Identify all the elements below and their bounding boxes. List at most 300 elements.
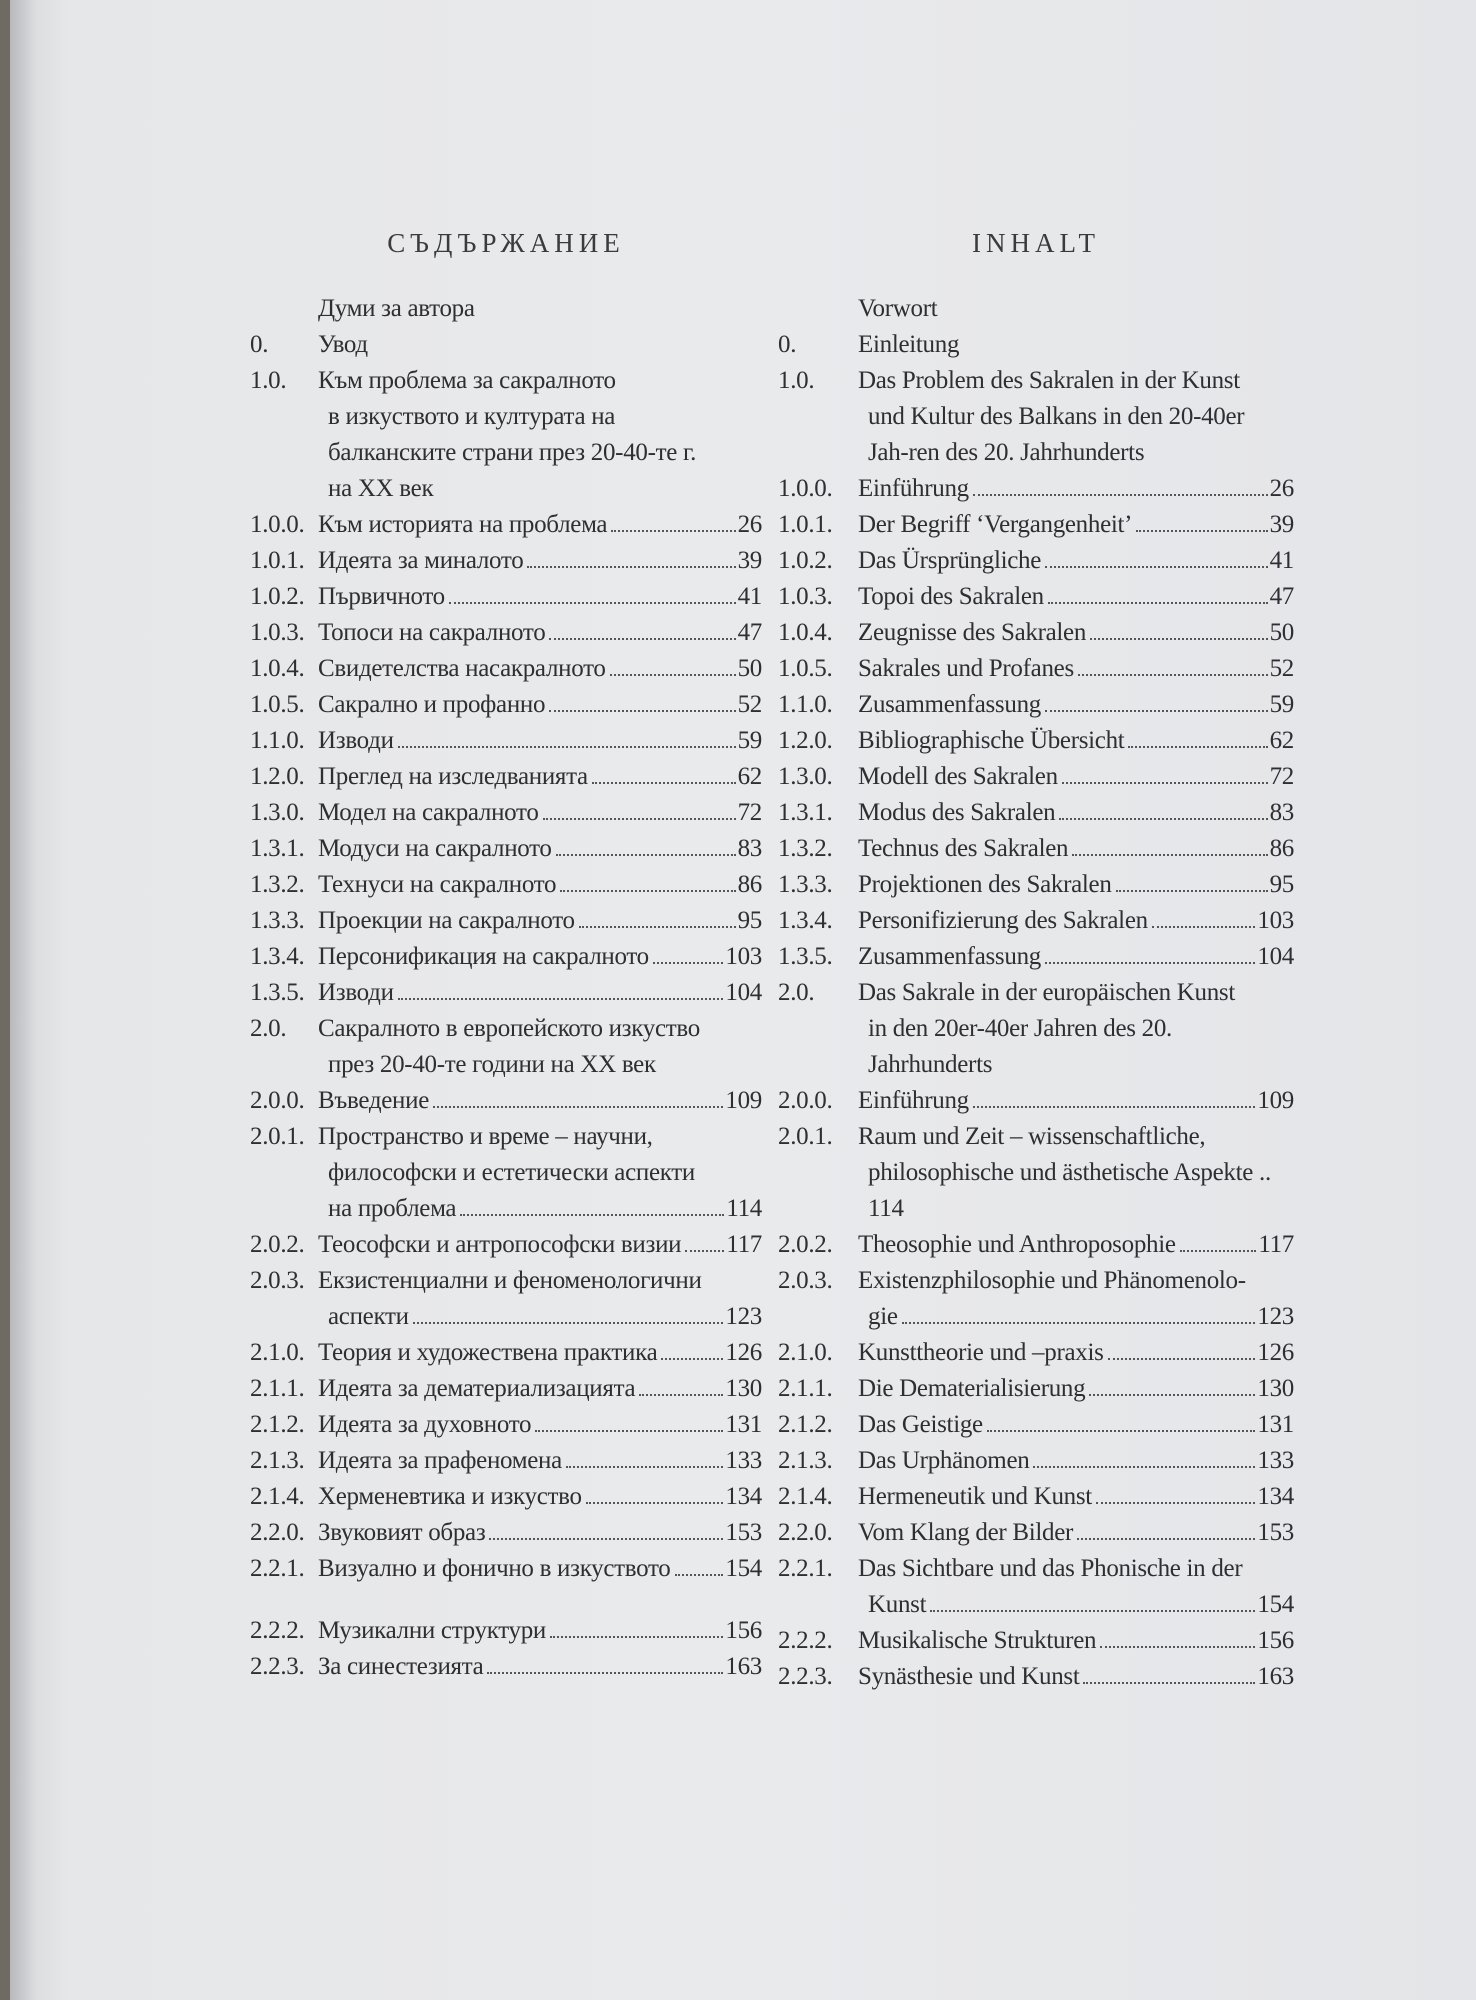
- toc-entry: [250, 1191, 762, 1227]
- toc-entry-number: 2.0.0.: [778, 1087, 833, 1114]
- toc-entry-title: Jahrhunderts: [868, 1051, 993, 1078]
- toc-entry-title: Сакрално и профанно: [318, 691, 546, 718]
- toc-entry-title: Modell des Sakralen: [858, 763, 1058, 790]
- toc-entry-title: Към историята на проблема: [318, 511, 608, 538]
- toc-leader-dots: [1078, 674, 1268, 676]
- toc-entry-title: Преглед на изследванията: [318, 763, 588, 790]
- toc-entry-number: 2.1.3.: [250, 1447, 305, 1474]
- toc-entry-title: на проблема: [328, 1195, 457, 1222]
- toc-page-number: 41: [1269, 547, 1294, 574]
- toc-entry-title: Existenzphilosophie und Phänomenolo-: [858, 1267, 1246, 1294]
- toc-entry-number: 1.0.3.: [250, 619, 305, 646]
- toc-entry-number: 1.3.3.: [250, 907, 305, 934]
- toc-page-number: 117: [1258, 1231, 1294, 1258]
- toc-entry: [250, 759, 762, 795]
- toc-leader-dots: [398, 746, 736, 748]
- toc-entry: [778, 939, 1294, 975]
- toc-entry: [250, 651, 762, 687]
- toc-page-number: 104: [725, 979, 762, 1006]
- toc-entry-title: аспекти: [328, 1303, 409, 1330]
- toc-entry-number: 1.0.: [250, 367, 287, 394]
- toc-page-number: 95: [737, 907, 762, 934]
- toc-column-bulgarian: [250, 225, 762, 1685]
- toc-entry-title: Топоси на сакралното: [318, 619, 546, 646]
- toc-page-number: 103: [1257, 907, 1294, 934]
- toc-entry: [778, 1659, 1294, 1695]
- toc-entry-number: 2.1.0.: [778, 1339, 833, 1366]
- toc-entry-title: Херменевтика и изкуство: [318, 1483, 582, 1510]
- toc-entry-number: 1.3.4.: [250, 943, 305, 970]
- toc-leader-dots: [550, 1636, 723, 1638]
- toc-entry-title: през 20-40-те години на XX век: [328, 1051, 656, 1078]
- toc-entry: [778, 1551, 1294, 1587]
- toc-entry-number: 2.0.: [250, 1015, 287, 1042]
- toc-leader-dots: [556, 854, 736, 856]
- toc-leader-dots: [685, 1250, 724, 1252]
- toc-entry: [250, 1119, 762, 1155]
- toc-entry-number: 1.0.: [778, 367, 815, 394]
- toc-page-number: 163: [1257, 1663, 1294, 1690]
- toc-page-number: 114: [726, 1195, 762, 1222]
- toc-entry-title: gie: [868, 1303, 898, 1330]
- toc-entry-number: 2.1.3.: [778, 1447, 833, 1474]
- toc-entry-title: Идеята за духовното: [318, 1411, 532, 1438]
- toc-entry: [250, 471, 762, 507]
- toc-entry-title: Модел на сакралното: [318, 799, 539, 826]
- toc-entry-number: 1.0.1.: [778, 511, 833, 538]
- toc-entry-number: 2.0.2.: [778, 1231, 833, 1258]
- toc-entry: [778, 399, 1294, 435]
- toc-entry: [778, 1119, 1294, 1155]
- toc-entry-title: Bibliographische Übersicht: [858, 727, 1125, 754]
- toc-leader-dots: [1096, 1502, 1255, 1504]
- toc-entry-number: 1.0.4.: [250, 655, 305, 682]
- toc-page-number: 26: [1269, 475, 1294, 502]
- toc-entry-number: 1.0.0.: [250, 511, 305, 538]
- toc-entry: [250, 1443, 762, 1479]
- toc-entry: [250, 831, 762, 867]
- toc-leader-dots: [1152, 926, 1256, 928]
- toc-entry-number: 2.2.1.: [250, 1555, 305, 1582]
- toc-entry-number: 1.0.5.: [250, 691, 305, 718]
- toc-heading-german: INHALT: [972, 228, 1100, 258]
- toc-entry: [778, 795, 1294, 831]
- toc-entry-title: Einführung: [858, 1087, 969, 1114]
- toc-entry: [778, 1155, 1294, 1191]
- toc-entry: [250, 1227, 762, 1263]
- toc-page-number: 131: [725, 1411, 762, 1438]
- toc-entry: [778, 1587, 1294, 1623]
- toc-leader-dots: [549, 710, 735, 712]
- toc-entry-number: 2.0.1.: [250, 1123, 305, 1150]
- toc-entry-title: und Kultur des Balkans in den 20-40er: [868, 403, 1245, 430]
- toc-page-number: 72: [1269, 763, 1294, 790]
- toc-entry: [778, 543, 1294, 579]
- toc-leader-dots: [1136, 530, 1267, 532]
- toc-entry-number: 2.2.2.: [250, 1617, 305, 1644]
- toc-entry-number: 1.0.0.: [778, 475, 833, 502]
- book-page: [10, 0, 1476, 2000]
- toc-page-number: 134: [725, 1483, 762, 1510]
- toc-leader-dots: [489, 1538, 723, 1540]
- toc-entry: [250, 435, 762, 471]
- toc-page-number: 62: [737, 763, 762, 790]
- toc-entry: [250, 291, 762, 327]
- toc-page-number: 126: [725, 1339, 762, 1366]
- toc-entry-number: 1.2.0.: [250, 763, 305, 790]
- toc-entry-number: 2.0.2.: [250, 1231, 305, 1258]
- toc-entry: [250, 1083, 762, 1119]
- toc-page-number: 153: [725, 1519, 762, 1546]
- toc-page-number: 117: [726, 1231, 762, 1258]
- toc-leader-dots: [902, 1322, 1256, 1324]
- toc-leader-dots: [579, 926, 736, 928]
- toc-entry: [778, 1083, 1294, 1119]
- toc-entry-title: Der Begriff ‘Vergangenheit’: [858, 511, 1133, 538]
- toc-entry: [778, 687, 1294, 723]
- toc-page-number: 83: [737, 835, 762, 862]
- toc-entry-title: 114: [868, 1195, 904, 1222]
- toc-leader-dots: [586, 1502, 724, 1504]
- toc-entry-number: 2.1.1.: [250, 1375, 305, 1402]
- toc-page-number: 39: [1269, 511, 1294, 538]
- toc-entry-number: 2.2.3.: [778, 1663, 833, 1690]
- toc-entry-number: 1.3.1.: [250, 835, 305, 862]
- toc-entry-title: Идеята за миналото: [318, 547, 524, 574]
- toc-leader-dots: [675, 1574, 724, 1576]
- toc-leader-dots: [527, 566, 735, 568]
- toc-page-number: 39: [737, 547, 762, 574]
- toc-entry-number: 1.3.3.: [778, 871, 833, 898]
- toc-page-number: 123: [1257, 1303, 1294, 1330]
- toc-leader-dots: [1100, 1646, 1255, 1648]
- toc-entry-title: Topoi des Sakralen: [858, 583, 1044, 610]
- toc-entry: [778, 507, 1294, 543]
- toc-page-number: 59: [737, 727, 762, 754]
- toc-entry: [250, 1155, 762, 1191]
- toc-leader-dots: [1072, 854, 1267, 856]
- toc-page-number: 72: [737, 799, 762, 826]
- toc-entry-title: Zusammenfassung: [858, 691, 1041, 718]
- toc-page-number: 123: [725, 1303, 762, 1330]
- toc-entry-title: Hermeneutik und Kunst: [858, 1483, 1092, 1510]
- toc-entry-title: Звуковият образ: [318, 1519, 486, 1546]
- toc-leader-dots: [1089, 1394, 1255, 1396]
- toc-leader-dots: [611, 530, 735, 532]
- toc-page-number: 163: [725, 1653, 762, 1680]
- toc-entry-title: Zeugnisse des Sakralen: [858, 619, 1087, 646]
- toc-page-number: 134: [1257, 1483, 1294, 1510]
- toc-entry: [778, 867, 1294, 903]
- toc-entry-title: Das Ürsprüngliche: [858, 547, 1042, 574]
- toc-entry-title: Музикални структури: [318, 1617, 547, 1644]
- toc-entry-number: 1.3.4.: [778, 907, 833, 934]
- toc-leader-dots: [543, 818, 736, 820]
- toc-entry: [250, 507, 762, 543]
- toc-page-number: 126: [1257, 1339, 1294, 1366]
- toc-leader-dots: [560, 890, 735, 892]
- toc-entry-number: 1.2.0.: [778, 727, 833, 754]
- toc-entry: [250, 1371, 762, 1407]
- toc-entry: [250, 579, 762, 615]
- toc-entry-number: 1.3.0.: [778, 763, 833, 790]
- toc-entry: [778, 903, 1294, 939]
- toc-entry: [250, 327, 762, 363]
- toc-entry-number: 0.: [778, 331, 797, 358]
- toc-page-number: 130: [725, 1375, 762, 1402]
- toc-entry-number: 1.3.1.: [778, 799, 833, 826]
- toc-leader-dots: [549, 638, 735, 640]
- toc-entry-title: Към проблема за сакралното: [318, 367, 616, 394]
- toc-entry: [778, 759, 1294, 795]
- toc-entry: [778, 1227, 1294, 1263]
- toc-entry: [250, 1299, 762, 1335]
- toc-entry: [250, 1263, 762, 1299]
- book-spine-shadow: [10, 0, 36, 2000]
- toc-leader-dots: [610, 674, 736, 676]
- toc-page-number: 153: [1257, 1519, 1294, 1546]
- toc-entry-number: 1.3.5.: [250, 979, 305, 1006]
- toc-entry: [778, 1191, 1294, 1227]
- toc-leader-dots: [433, 1106, 723, 1108]
- toc-leader-dots: [1083, 1682, 1255, 1684]
- toc-entry: [778, 435, 1294, 471]
- toc-entry: [778, 831, 1294, 867]
- toc-entry-number: 1.0.5.: [778, 655, 833, 682]
- toc-leader-dots: [639, 1394, 723, 1396]
- toc-page-number: 95: [1269, 871, 1294, 898]
- toc-leader-dots: [1033, 1466, 1255, 1468]
- toc-page-number: 109: [725, 1087, 762, 1114]
- toc-entry-title: Das Sakrale in der europäischen Kunst: [858, 979, 1235, 1006]
- toc-entry: [250, 795, 762, 831]
- toc-page-number: 103: [725, 943, 762, 970]
- toc-entry-title: Първичното: [318, 583, 445, 610]
- toc-entry: [778, 1011, 1294, 1047]
- toc-entry-number: 2.1.2.: [250, 1411, 305, 1438]
- toc-page-number: 156: [725, 1617, 762, 1644]
- toc-entry-number: 2.0.1.: [778, 1123, 833, 1150]
- toc-entry-number: 2.1.4.: [778, 1483, 833, 1510]
- toc-page-number: 104: [1257, 943, 1294, 970]
- toc-entry: [250, 1011, 762, 1047]
- toc-entry: [778, 723, 1294, 759]
- toc-page-number: 86: [1269, 835, 1294, 862]
- toc-entry-title: Увод: [318, 331, 368, 358]
- toc-entry: [250, 723, 762, 759]
- toc-entry-number: 1.0.2.: [778, 547, 833, 574]
- toc-leader-dots: [987, 1430, 1256, 1432]
- toc-leader-dots: [413, 1322, 724, 1324]
- toc-page-number: 26: [737, 511, 762, 538]
- toc-page-number: 130: [1257, 1375, 1294, 1402]
- toc-leader-dots: [1048, 602, 1268, 604]
- toc-entry-number: 2.2.3.: [250, 1653, 305, 1680]
- toc-column-german: [778, 225, 1294, 1695]
- toc-entry-title: Технуси на сакралното: [318, 871, 557, 898]
- toc-entry-title: балканските страни през 20-40-те г.: [328, 439, 697, 466]
- toc-entry-number: 1.3.2.: [250, 871, 305, 898]
- toc-entry: [778, 1407, 1294, 1443]
- toc-entry: [778, 1479, 1294, 1515]
- toc-entry-number: 1.0.3.: [778, 583, 833, 610]
- toc-entry-title: Идеята за прафеномена: [318, 1447, 562, 1474]
- toc-entry-title: Das Urphänomen: [858, 1447, 1030, 1474]
- toc-entry: [778, 1371, 1294, 1407]
- toc-entry-title: Идеята за дематериализацията: [318, 1375, 636, 1402]
- toc-entry-title: in den 20er-40er Jahren des 20.: [868, 1015, 1172, 1042]
- toc-entry: [250, 1407, 762, 1443]
- toc-entry-number: 2.2.2.: [778, 1627, 833, 1654]
- spacer: [250, 1587, 762, 1613]
- toc-leader-dots: [1077, 1538, 1255, 1540]
- toc-entry-title: Vorwort: [858, 295, 938, 322]
- toc-entry: [250, 1551, 762, 1587]
- toc-entry: [778, 1299, 1294, 1335]
- toc-entry-title: Проекции на сакралното: [318, 907, 575, 934]
- toc-entry: [250, 1515, 762, 1551]
- toc-entry-number: 1.3.0.: [250, 799, 305, 826]
- toc-entry-title: Synästhesie und Kunst: [858, 1663, 1080, 1690]
- toc-entry-number: 1.3.2.: [778, 835, 833, 862]
- toc-entry-number: 2.1.4.: [250, 1483, 305, 1510]
- toc-leader-dots: [592, 782, 736, 784]
- toc-entry: [250, 687, 762, 723]
- toc-entry-title: Personifizierung des Sakralen: [858, 907, 1148, 934]
- toc-entry-title: Изводи: [318, 979, 394, 1006]
- toc-entry-title: Jah-ren des 20. Jahrhunderts: [868, 439, 1145, 466]
- toc-leader-dots: [535, 1430, 723, 1432]
- toc-entry: [778, 363, 1294, 399]
- toc-entry-title: в изкуството и културата на: [328, 403, 616, 430]
- toc-entry-number: 2.1.0.: [250, 1339, 305, 1366]
- toc-entry-number: 2.2.1.: [778, 1555, 833, 1582]
- toc-entry: [250, 975, 762, 1011]
- toc-entry-title: Zusammenfassung: [858, 943, 1041, 970]
- toc-entry-title: Свидетелства насакралното: [318, 655, 606, 682]
- toc-entry-title: Теософски и антропософски визии: [318, 1231, 682, 1258]
- toc-entry-title: Думи за автора: [318, 295, 475, 322]
- toc-entry: [250, 363, 762, 399]
- toc-entry-title: философски и естетически аспекти: [328, 1159, 695, 1186]
- toc-entry-title: Изводи: [318, 727, 394, 754]
- toc-entry: [778, 471, 1294, 507]
- toc-entry-title: Musikalische Strukturen: [858, 1627, 1097, 1654]
- toc-leader-dots: [398, 998, 724, 1000]
- toc-entry-title: philosophische und ästhetische Aspekte ..: [868, 1159, 1271, 1186]
- toc-entry: [250, 543, 762, 579]
- toc-entry-title: Модуси на сакралното: [318, 835, 552, 862]
- toc-entry-number: 1.1.0.: [778, 691, 833, 718]
- toc-entry-title: Сакралното в европейското изкуство: [318, 1015, 700, 1042]
- toc-entry-title: Теория и художествена практика: [318, 1339, 658, 1366]
- toc-entry: [250, 867, 762, 903]
- toc-entry: [250, 903, 762, 939]
- toc-entry: [778, 651, 1294, 687]
- toc-entry-number: 2.0.3.: [250, 1267, 305, 1294]
- toc-entry-title: Raum und Zeit – wissenschaftliche,: [858, 1123, 1206, 1150]
- toc-entry-title: Die Dematerialisierung: [858, 1375, 1086, 1402]
- toc-page-number: 52: [737, 691, 762, 718]
- toc-entry: [250, 615, 762, 651]
- toc-entry: [778, 327, 1294, 363]
- toc-entry-number: 2.0.3.: [778, 1267, 833, 1294]
- toc-page-number: 109: [1257, 1087, 1294, 1114]
- toc-entry-title: Въведение: [318, 1087, 429, 1114]
- toc-entry-number: 2.2.0.: [250, 1519, 305, 1546]
- toc-entry-number: 2.1.2.: [778, 1411, 833, 1438]
- toc-page-number: 47: [1269, 583, 1294, 610]
- toc-leader-dots: [460, 1214, 724, 1216]
- toc-list-german: [778, 291, 1294, 1695]
- toc-leader-dots: [930, 1610, 1255, 1612]
- toc-leader-dots: [566, 1466, 723, 1468]
- toc-leader-dots: [973, 1106, 1256, 1108]
- toc-entry: [778, 615, 1294, 651]
- toc-entry: [778, 1047, 1294, 1083]
- toc-leader-dots: [1059, 818, 1267, 820]
- toc-page-number: 131: [1257, 1411, 1294, 1438]
- toc-list-bulgarian: [250, 291, 762, 1685]
- toc-entry-number: 1.0.1.: [250, 547, 305, 574]
- toc-entry-title: Kunsttheorie und –praxis: [858, 1339, 1104, 1366]
- toc-leader-dots: [653, 962, 724, 964]
- toc-leader-dots: [1045, 962, 1255, 964]
- toc-entry-number: 2.0.0.: [250, 1087, 305, 1114]
- toc-entry-title: Визуално и фонично в изкуството: [318, 1555, 671, 1582]
- toc-entry-title: Екзистенциални и феноменологични: [318, 1267, 702, 1294]
- toc-entry-title: Kunst: [868, 1591, 927, 1618]
- toc-page-number: 41: [737, 583, 762, 610]
- toc-entry: [778, 291, 1294, 327]
- toc-entry: [778, 1623, 1294, 1659]
- toc-page-number: 59: [1269, 691, 1294, 718]
- toc-page-number: 50: [1269, 619, 1294, 646]
- toc-entry-number: 2.2.0.: [778, 1519, 833, 1546]
- toc-entry: [778, 579, 1294, 615]
- toc-entry-title: Einführung: [858, 475, 969, 502]
- toc-entry: [250, 1047, 762, 1083]
- toc-page-number: 156: [1257, 1627, 1294, 1654]
- toc-entry: [778, 1515, 1294, 1551]
- toc-page-number: 47: [737, 619, 762, 646]
- toc-leader-dots: [1045, 566, 1268, 568]
- toc-entry-title: Пространство и време – научни,: [318, 1123, 653, 1150]
- toc-entry-title: Das Problem des Sakralen in der Kunst: [858, 367, 1240, 394]
- toc-entry-number: 0.: [250, 331, 269, 358]
- toc-leader-dots: [449, 602, 736, 604]
- toc-leader-dots: [1090, 638, 1268, 640]
- toc-page-number: 50: [737, 655, 762, 682]
- toc-entry-title: Technus des Sakralen: [858, 835, 1069, 862]
- toc-entry-number: 1.0.2.: [250, 583, 305, 610]
- toc-leader-dots: [1108, 1358, 1256, 1360]
- toc-entry-number: 2.1.1.: [778, 1375, 833, 1402]
- toc-page-number: 154: [725, 1555, 762, 1582]
- toc-leader-dots: [487, 1672, 723, 1674]
- toc-entry-number: 1.1.0.: [250, 727, 305, 754]
- toc-entry: [250, 1335, 762, 1371]
- toc-entry: [778, 975, 1294, 1011]
- toc-entry-title: Theosophie und Anthroposophie: [858, 1231, 1176, 1258]
- toc-page-number: 86: [737, 871, 762, 898]
- toc-page-number: 154: [1257, 1591, 1294, 1618]
- toc-entry-title: Das Geistige: [858, 1411, 983, 1438]
- toc-leader-dots: [1045, 710, 1268, 712]
- toc-entry-title: на XX век: [328, 475, 434, 502]
- toc-leader-dots: [1180, 1250, 1257, 1252]
- toc-entry: [250, 939, 762, 975]
